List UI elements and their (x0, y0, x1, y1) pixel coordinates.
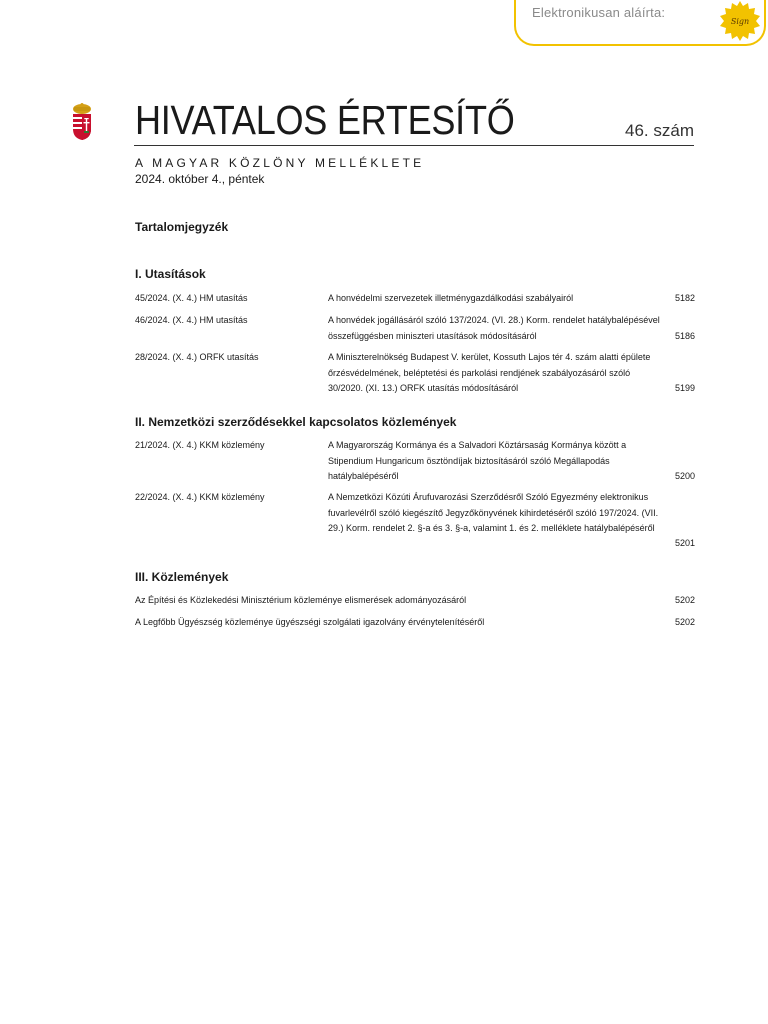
toc-entry[interactable] (135, 438, 695, 484)
entry-reference: 22/2024. (X. 4.) KKM közlemény (135, 492, 265, 502)
entry-reference: 45/2024. (X. 4.) HM utasítás (135, 293, 248, 303)
signature-label: Elektronikusan aláírta: (532, 5, 666, 20)
entry-description: A Miniszterelnökség Budapest V. kerület, Kossuth Lajos tér 4. szám alatti épülete őrzésvédelmének, beléptetési és parkolási rendjének szabályozásáról szóló 30/2020. (XI. 13.) ORFK utasítás módosításáról (328, 352, 651, 393)
entry-page-number: 5200 (674, 470, 695, 481)
entry-reference: 21/2024. (X. 4.) KKM közlemény (135, 440, 265, 450)
toc-entry[interactable] (135, 291, 695, 306)
entry-description: A Magyarország Kormánya és a Salvadori Köztársaság Kormánya között a Stipendium Hungaricum ösztöndíjak biztosításáról szóló Megállapodás hatálybalépéséről (328, 440, 627, 481)
entry-reference: 28/2024. (X. 4.) ORFK utasítás (135, 352, 259, 362)
publication-subtitle: A MAGYAR KÖZLÖNY MELLÉKLETE (135, 156, 425, 170)
entry-description: Az Építési és Közlekedési Minisztérium közleménye elismerések adományozásáról (135, 595, 467, 605)
seal-text: Sign (730, 17, 750, 26)
entry-description: A Legfőbb Ügyészség közleménye ügyészségi szolgálati igazolvány érvénytelenítéséről (135, 617, 485, 627)
toc-entry[interactable] (135, 615, 695, 630)
toc-entry[interactable] (135, 313, 695, 344)
section-title: II. Nemzetközi szerződésekkel kapcsolatos közlemények (135, 415, 457, 429)
toc-entry[interactable] (135, 593, 695, 608)
toc-entry[interactable] (135, 350, 695, 396)
publication-date: 2024. október 4., péntek (135, 172, 265, 186)
signature-seal-icon (719, 0, 761, 42)
entry-page-number: 5182 (674, 292, 695, 303)
entry-page-number: 5202 (674, 595, 695, 605)
electronic-signature-box[interactable] (514, 0, 766, 46)
entry-reference: 46/2024. (X. 4.) HM utasítás (135, 315, 248, 325)
entry-page-number: 5199 (674, 382, 695, 393)
entry-description: A Nemzetközi Közúti Árufuvarozási Szerződésről Szóló Egyezmény elektronikus fuvarlevélről szóló kiegészítő Jegyzőkönyvének kihirdetéséről szóló 197/2024. (VII. 29.) Korm. rendelet 2. §-a és 3. §-a, valamint 1. és 2. melléklete hatálybalépéséről (328, 492, 659, 533)
entry-page-number: 5201 (674, 537, 695, 548)
publication-title: HIVATALOS ÉRTESÍTŐ (135, 97, 515, 143)
section-title: III. Közlemények (135, 570, 229, 584)
issue-number: 46. szám (625, 121, 694, 140)
coat-of-arms-icon (70, 103, 94, 141)
toc-entry[interactable] (135, 490, 695, 551)
toc-heading: Tartalomjegyzék (135, 220, 229, 234)
entry-page-number: 5202 (674, 617, 695, 627)
entry-description: A honvédek jogállásáról szóló 137/2024. (VI. 28.) Korm. rendelet hatálybalépésével összefüggésben miniszteri utasítások módosításáról (328, 315, 660, 341)
section-title: I. Utasítások (135, 267, 206, 281)
entry-page-number: 5186 (674, 330, 695, 341)
entry-description: A honvédelmi szervezetek illetménygazdálkodási szabályairól (328, 293, 574, 303)
header-divider (134, 145, 694, 146)
